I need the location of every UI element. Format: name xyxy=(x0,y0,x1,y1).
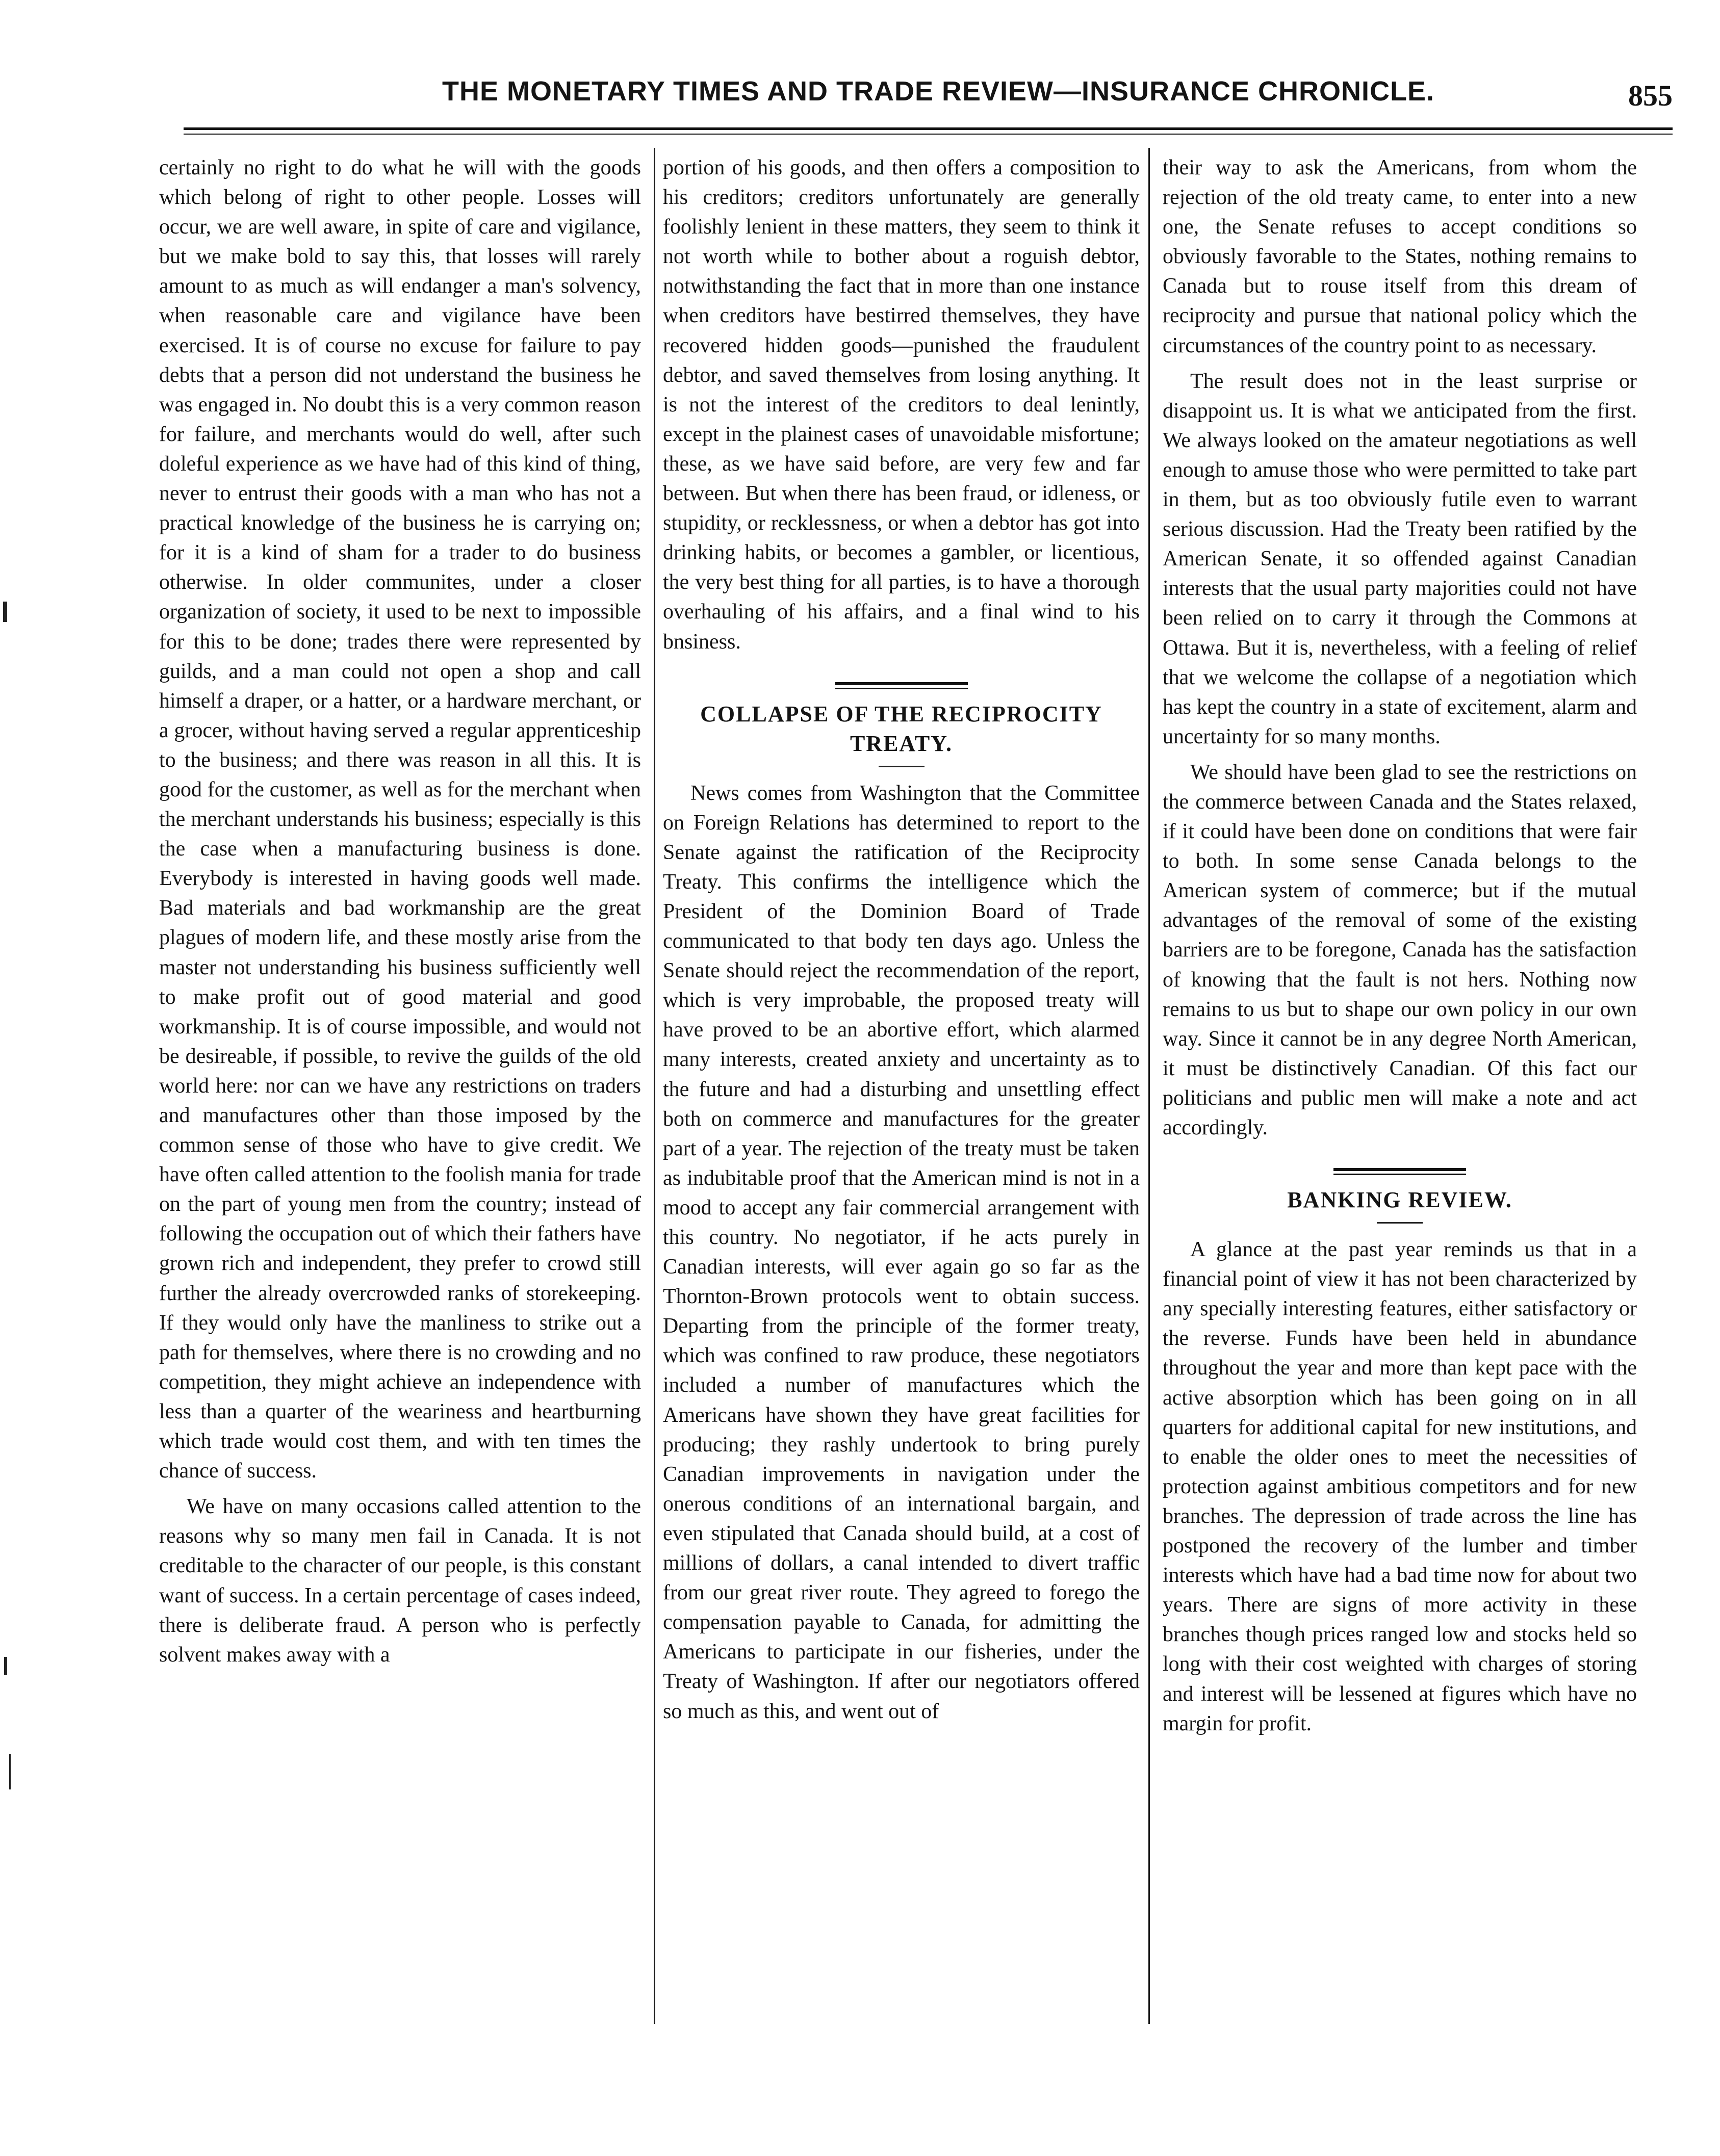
section-separator xyxy=(835,682,968,689)
header-rule-thin xyxy=(184,134,1673,135)
article-paragraph: News comes from Washington that the Committee on Foreign Relations has determined to report to the Senate against the ratification of the Reciprocity Treaty. This confirms the intelligence which the President of the Dominion Board of Trade communicated to that body ten days ago. Unless the Senate should reject the recommendation of the report, which is very improbable, the proposed treaty will have proved to be an abortive effort, which alarmed many interests, created anxiety and uncertainty as to the future and had a disturbing and unsettling effect both on commerce and manufactures for the greater part of a year. The rejection of the treaty must be taken as indubitable proof that the American mind is not in a mood to accept any fair commercial arrangement with this country. No negotiator, if he acts purely in Canadian interests, will ever again go so far as the Thornton-Brown protocols went to obtain success. Departing from the principle of the former treaty, which was confined to raw produce, these negotiators included a number of manufactures which the Americans have shown they have great facilities for producing; they rashly undertook to bring purely Canadian improvements in navigation under the onerous conditions of an international bargain, and even stipulated that Canada should build, at a cost of millions of dollars, a canal intended to divert traffic from our great river route. They agreed to forego the compensation payable to Canada, for admitting the Americans to participate in our fisheries, under the Treaty of Washington. If after our negotiators offered so much as this, and went out of xyxy=(663,781,1140,1723)
publication-title: THE MONETARY TIMES AND TRADE REVIEW—INSURANCE CHRONICLE. xyxy=(442,76,1435,107)
section-separator xyxy=(1333,1168,1466,1175)
header-rule xyxy=(184,127,1673,130)
scan-edge-mark xyxy=(3,602,7,622)
article-paragraph: The result does not in the least surprise or disappoint us. It is what we anticipated from the first. We always looked on the amateur negotiations as well enough to amuse those who were permitted to take part in them, but as too obviously futile even to warrant serious discussion. Had the Treaty been ratified by the American Senate, it so offended against Canadian interests that the usual party majorities could not have been relied on to carry it through the Commons at Ottawa. But it is, nevertheless, with a feeling of relief that we welcome the collapse of a negotiation which has kept the country in a state of excitement, alarm and uncertainty for so many months. xyxy=(1163,369,1637,748)
article-paragraph: their way to ask the Americans, from whom the rejection of the old treaty came, to enter into a new one, the Senate refuses to accept conditions so obviously favorable to the States, nothing remains to Canada but to rouse itself from this dream of reciprocity and pursue that national policy which the circumstances of the country point to as necessary. xyxy=(1163,156,1637,357)
heading-rule xyxy=(1377,1222,1423,1224)
heading-rule xyxy=(879,766,925,767)
article-paragraph: portion of his goods, and then offers a composition to his creditors; creditors unfortunately are generally foolishly lenient in these matters, they seem to think it not worth while to bother about a roguish debtor, notwithstanding the fact that in more than one instance when creditors have bestirred themselves, they have recovered hidden goods—punished the fraudulent debtor, and saved themselves from losing anything. It is not the interest of the creditors to deal lenintly, except in the plainest cases of unavoidable misfortune; these, as we have said before, are very few and far between. But when there has been fraud, or idleness, or stupidity, or recklessness, or when a debtor has got into drinking habits, or becomes a gambler, or licentious, the very best thing for all parties, is to have a thorough overhauling of his affairs, and a final wind to his bnsiness. xyxy=(663,156,1140,654)
column-2 xyxy=(663,153,1140,1726)
scan-edge-mark xyxy=(9,1754,11,1789)
article-paragraph: We have on many occasions called attention to the reasons why so many men fail in Canada. It is not creditable to the character of our people, is this constant want of success. In a certain percentage of cases indeed, there is deliberate fraud. A person who is perfectly solvent makes away with a xyxy=(159,1495,641,1667)
column-1 xyxy=(159,153,641,1670)
column-divider-right xyxy=(1148,148,1150,2024)
column-divider-left xyxy=(654,148,655,2024)
page-header xyxy=(168,75,1673,132)
article-paragraph: A glance at the past year reminds us that in a financial point of view it has not been characterized by any specially interesting features, either satisfactory or the reverse. Funds have been held in abundance throughout the year and more than kept pace with the active absorption which has been going on in all quarters for additional capital for new institutions, and to enable the older ones to meet the necessities of protection against ambitious competitors and for new branches. The depression of trade across the line has postponed the recovery of the lumber and timber interests which have had a bad time now for about two years. There are signs of more activity in these branches though prices ranged low and stocks held so long with their cost weighted with charges of storing and interest will be lessened at figures which have no margin for profit. xyxy=(1163,1238,1637,1735)
page-number: 855 xyxy=(1628,79,1673,112)
article-paragraph: We should have been glad to see the restrictions on the commerce between Canada and the States relaxed, if it could have been done on conditions that were fair to both. In some sense Canada belongs to the American system of commerce; but if the mutual advantages of the removal of some of the existing barriers are to be foregone, Canada has the satisfaction of knowing that the fault is not hers. Nothing now remains to us but to shape our own policy in our own way. Since it cannot be in any degree North American, it must be distinctively Canadian. Of this fact our politicians and public men will make a note and act accordingly. xyxy=(1163,760,1637,1139)
article-heading: BANKING REVIEW. xyxy=(1287,1187,1512,1213)
article-paragraph: certainly no right to do what he will with the goods which belong of right to other people. Losses will occur, we are well aware, in spite of care and vigilance, but we make bold to say this, that losses will rarely amount to as much as will endanger a man's solvency, when reasonable care and vigilance have been exercised. It is of course no excuse for failure to pay debts that a person did not understand the business he was engaged in. No doubt this is a very common reason for failure, and merchants would do well, after such doleful experience as we have had of this kind of thing, never to entrust their goods with a man who has not a practical knowledge of the business he is carrying on; for it is a kind of sham for a trader to do business otherwise. In older communites, under a closer organization of society, it used to be next to impossible for this to be done; trades there were represented by guilds, and a man could not open a shop and call himself a draper, or a hatter, or a hardware merchant, or a grocer, without having served a regular apprenticeship to the business; and there was reason in all this. It is good for the customer, as well as for the merchant when the merchant understands his business; especially is this the case when a manufacturing business is done. Everybody is interested in having goods well made. Bad materials and bad workmanship are the great plagues of modern life, and these mostly arise from the master not understanding his business sufficiently well to make profit out of good material and good workmanship. It is of course impossible, and would not be desireable, if possible, to revive the guilds of the old world here: nor can we have any restrictions on traders and manufactures other than those imposed by the common sense of those who have to give credit. We have often called attention to the foolish mania for trade on the part of young men from the country; instead of following the occupation out of which their fathers have grown rich and independent, they prefer to crowd still further the already overcrowded ranks of storekeeping. If they would only have the manliness to strike out a path for themselves, where there is no crowding and no competition, they might achieve an independence with less than a quarter of the weariness and heartburning which trade would cost them, and with ten times the chance of success. xyxy=(159,156,641,1483)
article-heading: COLLAPSE OF THE RECIPROCITY TREATY. xyxy=(700,701,1102,756)
column-3 xyxy=(1163,153,1637,1738)
scan-edge-mark xyxy=(4,1657,7,1675)
